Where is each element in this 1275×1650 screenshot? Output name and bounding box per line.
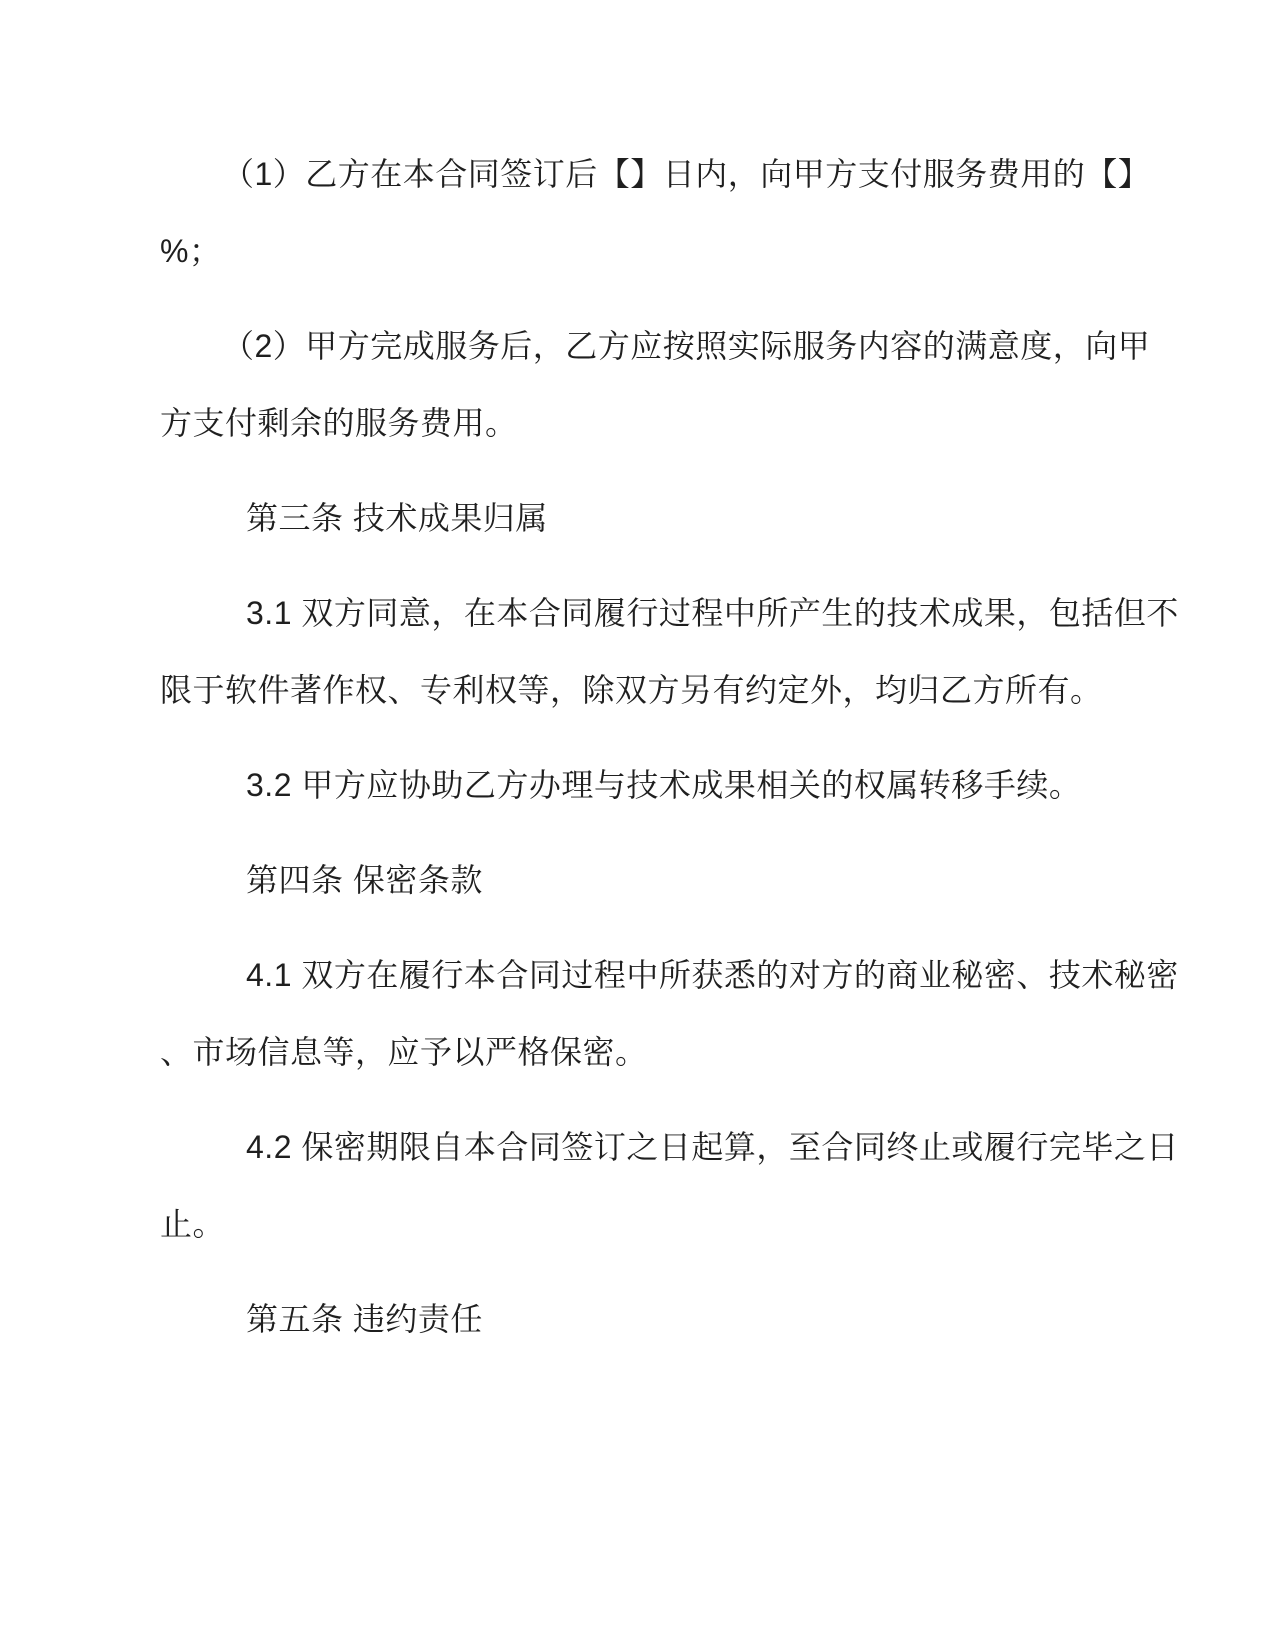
paragraph-clause-payment-2	[160, 308, 1151, 462]
paragraph-clause-payment-1	[160, 136, 1151, 290]
heading-article-3	[160, 480, 1117, 557]
paragraph-clause-4-2	[160, 1109, 1179, 1263]
heading-line: 第三条 技术成果归属	[246, 500, 548, 536]
text-line: %；	[160, 233, 222, 269]
text-line: 、市场信息等，应予以严格保密。	[160, 1034, 648, 1070]
text-line: 限于软件著作权、专利权等，除双方另有约定外，均归乙方所有。	[160, 672, 1103, 708]
paragraph-clause-4-1	[160, 937, 1179, 1091]
heading-line: 第五条 违约责任	[246, 1301, 483, 1337]
heading-article-5	[160, 1281, 1117, 1358]
text-line: 3.2 甲方应协助乙方办理与技术成果相关的权属转移手续。	[246, 767, 1082, 803]
heading-article-4	[160, 842, 1117, 919]
text-line: 4.1 双方在履行本合同过程中所获悉的对方的商业秘密、技术秘密	[246, 957, 1179, 993]
paragraph-clause-3-1	[160, 575, 1179, 729]
paragraph-clause-3-2	[160, 747, 1117, 824]
text-line: 3.1 双方同意，在本合同履行过程中所产生的技术成果，包括但不	[246, 595, 1179, 631]
text-line: （1）乙方在本合同签订后【】日内，向甲方支付服务费用的【】	[222, 156, 1151, 192]
text-line: 方支付剩余的服务费用。	[160, 405, 518, 441]
heading-line: 第四条 保密条款	[246, 862, 483, 898]
text-line: （2）甲方完成服务后，乙方应按照实际服务内容的满意度，向甲	[222, 328, 1151, 364]
text-line: 止。	[160, 1206, 226, 1242]
text-line: 4.2 保密期限自本合同签订之日起算，至合同终止或履行完毕之日	[246, 1129, 1179, 1165]
